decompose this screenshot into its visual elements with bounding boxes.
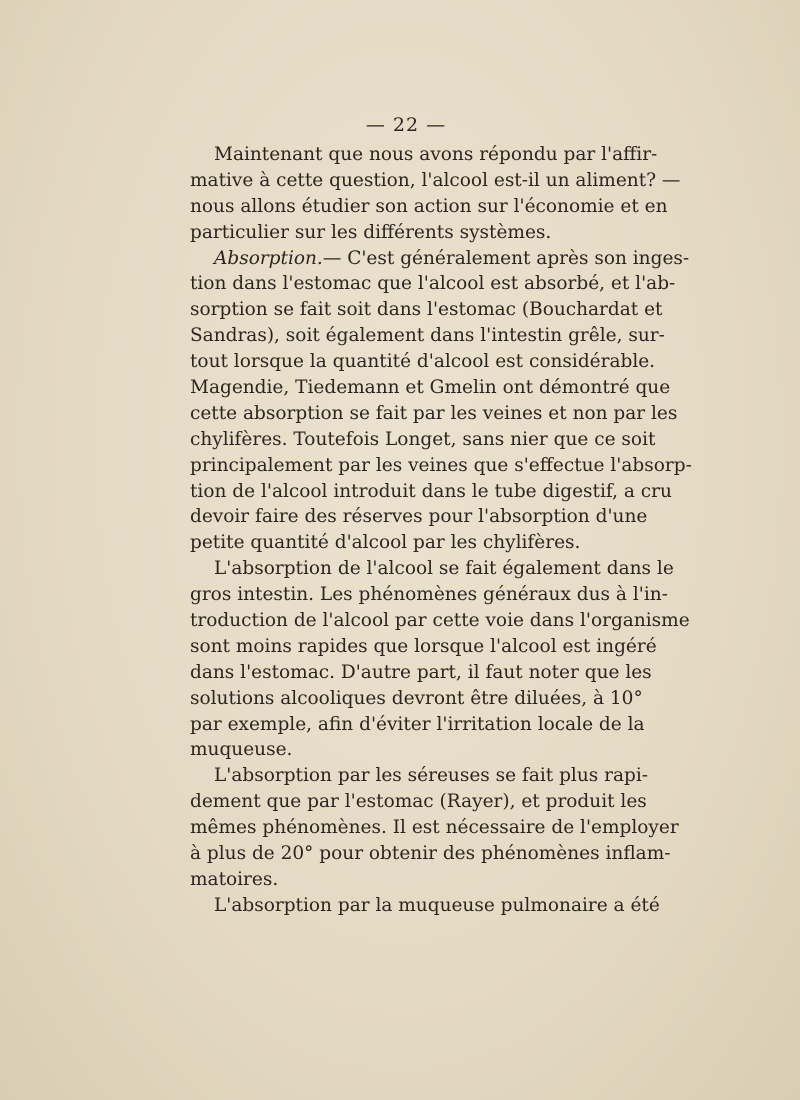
- text-line: particulier sur les différents systèmes.: [190, 221, 552, 243]
- text-line: tion dans l'estomac que l'alcool est absorbé, et l'ab-: [190, 273, 676, 295]
- text-line: muqueuse.: [190, 739, 293, 761]
- text-line: par exemple, afin d'éviter l'irritation locale de la: [190, 713, 645, 735]
- text-line: petite quantité d'alcool par les chylifères.: [190, 532, 581, 554]
- text-line: tion de l'alcool introduit dans le tube digestif, a cru: [190, 480, 672, 502]
- text-line: [190, 246, 690, 272]
- paragraph-muqueuse-pulmonaire: [190, 893, 660, 919]
- text-line: L'absorption de l'alcool se fait également dans le: [214, 558, 674, 580]
- section-label: Absorption.: [214, 247, 323, 269]
- text-line: sorption se fait soit dans l'estomac (Bouchardat et: [190, 299, 663, 321]
- text-line: L'absorption par la muqueuse pulmonaire a été: [214, 894, 660, 916]
- text-line: tout lorsque la quantité d'alcool est considérable.: [190, 351, 656, 373]
- text-line: L'absorption par les séreuses se fait plus rapi-: [214, 765, 649, 787]
- text-line: dans l'estomac. D'autre part, il faut noter que les: [190, 661, 652, 683]
- page-number: — 22 —: [365, 114, 447, 136]
- text-line: chylifères. Toutefois Longet, sans nier que ce soit: [190, 428, 656, 450]
- text-line: Magendie, Tiedemann et Gmelin ont démontré que: [190, 377, 671, 399]
- paragraph-sereuses: [190, 763, 679, 892]
- paragraph-absorption: [190, 246, 692, 557]
- text-line: Maintenant que nous avons répondu par l'affir-: [214, 144, 658, 165]
- text-line: solutions alcooliques devront être diluées, à 10°: [190, 687, 643, 709]
- text-line: dement que par l'estomac (Rayer), et produit les: [190, 791, 647, 813]
- body-text: [190, 142, 692, 919]
- text-line: sont moins rapides que lorsque l'alcool est ingéré: [190, 635, 657, 657]
- text-line: troduction de l'alcool par cette voie dans l'organisme: [190, 610, 690, 632]
- text-line: principalement par les veines que s'effectue l'absorp-: [190, 454, 692, 476]
- text-line: nous allons étudier son action sur l'économie et en: [190, 195, 668, 217]
- text-line: gros intestin. Les phénomènes généraux dus à l'in-: [190, 584, 668, 606]
- text-line: matoires.: [190, 868, 279, 890]
- text-line: à plus de 20° pour obtenir des phénomènes inflam-: [190, 843, 671, 865]
- text-line: cette absorption se fait par les veines et non par les: [190, 402, 678, 424]
- text-line-rest: — C'est généralement après son inges-: [322, 247, 690, 269]
- text-line: Sandras), soit également dans l'intestin grêle, sur-: [190, 325, 665, 347]
- text-line: mêmes phénomènes. Il est nécessaire de l'employer: [190, 817, 679, 839]
- text-line: devoir faire des réserves pour l'absorption d'une: [190, 506, 648, 528]
- text-line: mative à cette question, l'alcool est-il un aliment? —: [190, 169, 681, 191]
- paragraph-gros-intestin: [190, 556, 690, 763]
- paragraph-intro: [190, 142, 681, 246]
